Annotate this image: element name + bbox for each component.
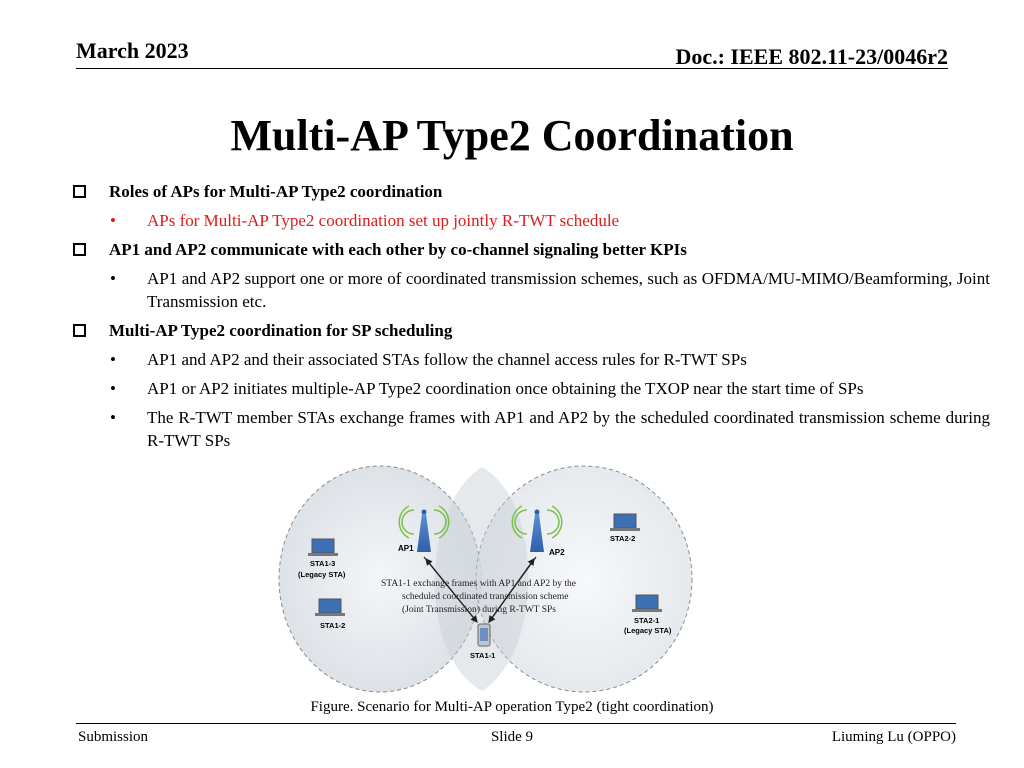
bullet-list [70,180,990,458]
sub-bullet-2-1: • AP1 and AP2 support one or more of coordinated transmission schemes, such as OFDMA/MU-MIMO/Beamforming, Joint Transmission etc. [110,269,990,311]
header-divider [76,68,948,69]
sub-bullet-1-1: • APs for Multi-AP Type2 coordination set up jointly R-TWT schedule [110,211,620,230]
footer-divider [76,723,956,724]
sta2-2-laptop-icon [610,514,640,531]
figure-caption: Figure. Scenario for Multi-AP operation Type2 (tight coordination) [310,699,714,715]
ap2-label: AP2 [549,548,565,557]
ap1-label: AP1 [398,544,414,553]
scenario-figure [274,462,698,694]
sta2-1-label: STA2-1 [634,616,660,625]
header-date: March 2023 [76,38,189,63]
sta2-1-note: (Legacy STA) [624,626,672,635]
figure-desc-line-3: (Joint Transmission) during R-TWT SPs [402,605,556,615]
sta1-1-label: STA1-1 [470,651,496,660]
sta1-2-laptop-icon [315,599,345,616]
sub-bullet-3-1: • AP1 and AP2 and their associated STAs follow the channel access rules for R-TWT SPs [110,350,747,369]
footer-author: Liuming Lu (OPPO) [831,729,956,745]
square-bullet-icon [73,243,86,256]
sta1-2-label: STA1-2 [320,621,346,630]
sub-bullet-3-3: • The R-TWT member STAs exchange frames with AP1 and AP2 by the scheduled coordinated transmission scheme during R-TWT SPs [110,408,990,450]
figure-desc-line-1: STA1-1 exchange frames with AP1 and AP2 by the [381,579,577,589]
bullet-1: Roles of APs for Multi-AP Type2 coordination [70,180,990,203]
sta2-2-label: STA2-2 [610,534,636,543]
sta1-3-label: STA1-3 [310,559,336,568]
bullet-3: Multi-AP Type2 coordination for SP scheduling [70,319,990,342]
square-bullet-icon [73,185,86,198]
sta1-1-phone-icon [478,624,490,646]
sub-bullet-3-2: • AP1 or AP2 initiates multiple-AP Type2 coordination once obtaining the TXOP near the start time of SPs [110,379,864,398]
slide-title: Multi-AP Type2 Coordination [230,111,794,160]
sta2-1-laptop-icon [632,595,662,612]
sta1-3-note: (Legacy STA) [298,570,346,579]
sta1-3-laptop-icon [308,539,338,556]
figure-desc-line-2: scheduled coordinated transmission scheme [402,592,569,602]
square-bullet-icon [73,324,86,337]
footer-submission: Submission [78,729,149,745]
bullet-2: AP1 and AP2 communicate with each other by co-channel signaling better KPIs [70,238,990,261]
header-doc-id: Doc.: IEEE 802.11-23/0046r2 [675,44,948,69]
footer-slide-number: Slide 9 [490,729,534,745]
